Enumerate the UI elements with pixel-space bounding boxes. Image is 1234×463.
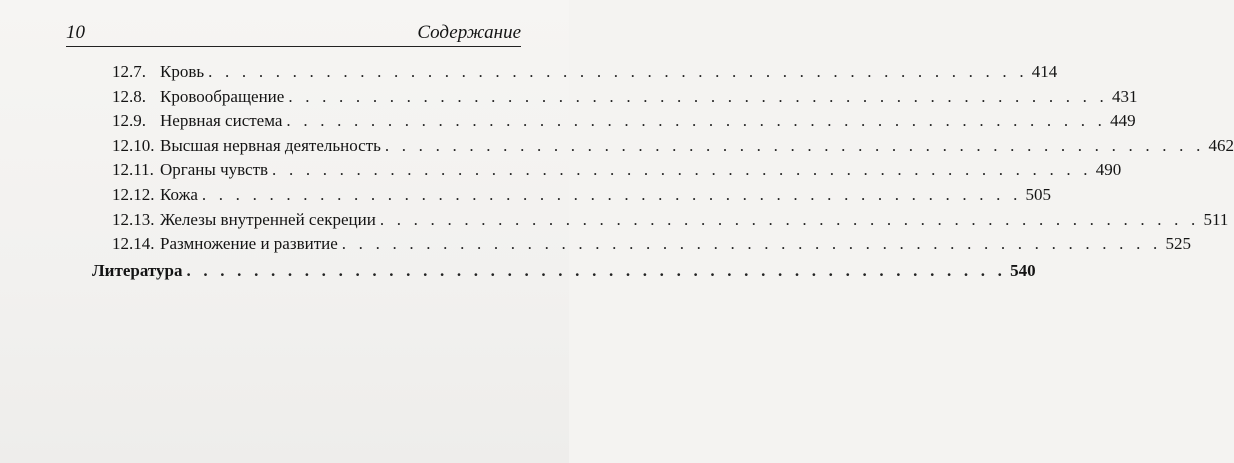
page-number: 10 bbox=[66, 22, 85, 43]
toc-entry-title: Кожа bbox=[160, 184, 198, 204]
toc-entry-title: Железы внутренней секреции bbox=[160, 209, 376, 229]
toc-entry-page: 431 bbox=[1111, 86, 1138, 106]
dot-leader: . . . . . . . . . . . . . . . . . . . . . . . . . . . . . . . . . . . . . . . . . . . . . . . . . bbox=[208, 62, 1028, 81]
toc-entry bbox=[66, 111, 1136, 136]
dot-leader: . . . . . . . . . . . . . . . . . . . . . . . . . . . . . . . . . . . . . . . . . . . . . . . . . bbox=[186, 260, 1007, 280]
toc-entry bbox=[66, 86, 1138, 112]
table-of-contents bbox=[66, 62, 1234, 285]
literature-title: Литература bbox=[92, 260, 183, 280]
toc-entry-title: Органы чувств bbox=[160, 160, 269, 180]
dot-leader: . . . . . . . . . . . . . . . . . . . . . . . . . . . . . . . . . . . . . . . . . . . . . . . . . bbox=[341, 234, 1162, 254]
toc-entry-title: Высшая нервная деятельность bbox=[160, 135, 381, 155]
toc-entry-literature bbox=[66, 260, 1036, 286]
toc-entry bbox=[66, 234, 1191, 259]
dot-leader: . . . . . . . . . . . . . . . . . . . . . . . . . . . . . . . . . . . . . . . . . . . . . . . . . bbox=[201, 184, 1022, 204]
toc-entry-number: 12.13. bbox=[112, 209, 155, 229]
toc-entry-number: 12.9. bbox=[112, 111, 146, 131]
running-title: Содержание bbox=[417, 22, 521, 43]
toc-entry-title: Нервная система bbox=[160, 111, 283, 131]
toc-entry-number: 12.12. bbox=[112, 184, 155, 204]
running-header bbox=[66, 22, 521, 47]
toc-entry bbox=[66, 135, 1234, 161]
toc-entry-number: 12.10. bbox=[112, 135, 155, 155]
dot-leader: . . . . . . . . . . . . . . . . . . . . . . . . . . . . . . . . . . . . . . . . . . . . . . . . . bbox=[286, 111, 1107, 131]
toc-entry-title: Кровь bbox=[160, 62, 205, 81]
toc-entry-page: 449 bbox=[1110, 111, 1136, 131]
toc-entry bbox=[66, 184, 1052, 210]
toc-entry-number: 12.14. bbox=[112, 234, 155, 254]
literature-page: 540 bbox=[1010, 260, 1036, 280]
dot-leader: . . . . . . . . . . . . . . . . . . . . . . . . . . . . . . . . . . . . . . . . . . . . . . . . . bbox=[379, 209, 1200, 229]
dot-leader: . . . . . . . . . . . . . . . . . . . . . . . . . . . . . . . . . . . . . . . . . . . . . . . . . bbox=[288, 86, 1108, 106]
toc-entry-page: 462 bbox=[1208, 135, 1234, 155]
toc-entry-number: 12.8. bbox=[112, 86, 146, 106]
dot-leader: . . . . . . . . . . . . . . . . . . . . . . . . . . . . . . . . . . . . . . . . . . . . . . . . . bbox=[272, 160, 1092, 180]
toc-entry-page: 511 bbox=[1203, 209, 1229, 229]
toc-entry-page: 525 bbox=[1165, 234, 1191, 254]
toc-entry bbox=[66, 62, 1058, 87]
dot-leader: . . . . . . . . . . . . . . . . . . . . . . . . . . . . . . . . . . . . . . . . . . . . . . . . . bbox=[384, 135, 1205, 155]
toc-entry-title: Кровообращение bbox=[160, 86, 285, 106]
toc-entry-page: 505 bbox=[1025, 184, 1052, 204]
toc-entry-page: 414 bbox=[1031, 62, 1058, 81]
toc-entry-title: Размножение и развитие bbox=[160, 234, 338, 254]
toc-entry-number: 12.7. bbox=[112, 62, 146, 81]
toc-entry-number: 12.11. bbox=[112, 160, 154, 180]
toc-entry bbox=[66, 160, 1122, 185]
toc-entry-page: 490 bbox=[1095, 160, 1122, 180]
toc-entry bbox=[66, 209, 1229, 235]
